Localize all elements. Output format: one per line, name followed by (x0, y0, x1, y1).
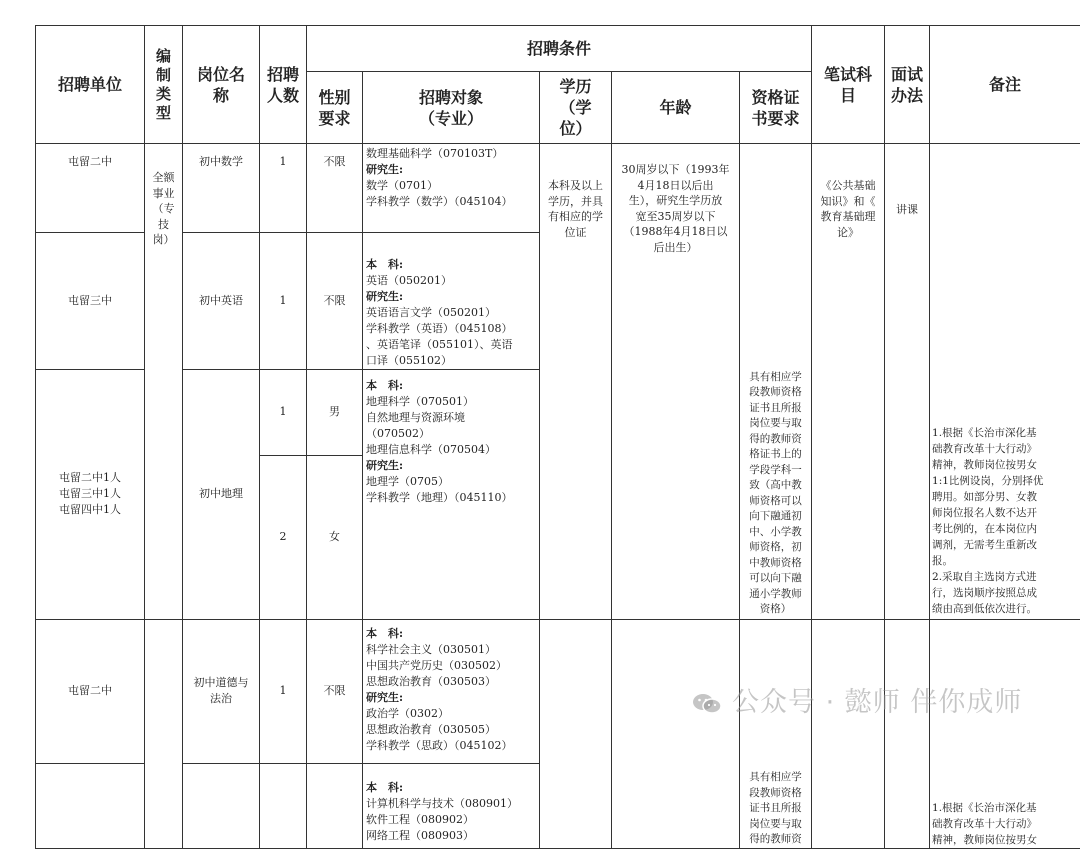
major-line: 自然地理与资源环境 (366, 411, 465, 424)
wechat-icon (692, 693, 722, 715)
unit-cell: 屯留二中1人 屯留三中1人 屯留四中1人 (36, 370, 145, 620)
header-exam: 笔试科 目 (812, 26, 885, 144)
age-cell: 30周岁以下（1993年 4月18日以后出 生），研究生学历放 宽至35周岁以下 （1988年4月18日以 后出生） (612, 144, 740, 620)
cert-cell: 具有相应学 段教师资格 证书且所报 岗位要与取 得的教师资 格证书上的 学段学科一 致（高中教 师资格可以 向下融通初 中、小学教 师资格，初 中教师资格 可以向下融 通小学教师 资格） (740, 370, 812, 620)
edu-cell: 本科及以上 学历，并具 有相应的学 位证 (540, 144, 612, 620)
major-line: 思想政治教育（030503） (366, 674, 496, 688)
header-count: 招聘 人数 (260, 26, 307, 144)
gender-cell: 男 (307, 370, 363, 456)
edu-cell-empty (540, 619, 612, 848)
major-line: 政治学（0302） (366, 706, 449, 720)
major-line: 网络工程（080903） (366, 828, 474, 842)
exam-cell-empty (812, 619, 885, 848)
count-cell: 1 (260, 144, 307, 233)
count-cell: 1 (260, 370, 307, 456)
major-line: （070502） (366, 427, 430, 440)
header-edu: 学历 （学 位） (540, 72, 612, 144)
gender-cell: 不限 (307, 233, 363, 370)
header-interview: 面试 办法 (885, 26, 930, 144)
major-line: 学科教学（英语）（045108） (366, 322, 513, 335)
header-unit: 招聘单位 (36, 26, 145, 144)
unit-cell: 屯留二中 (36, 144, 145, 233)
count-cell-empty (260, 763, 307, 848)
gender-cell: 不限 (307, 619, 363, 763)
post-cell: 初中道德与 法治 (183, 619, 260, 763)
header-cert: 资格证 书要求 (740, 72, 812, 144)
header-notes: 备注 (930, 26, 1080, 144)
header-type: 编 制 类 型 (145, 26, 183, 144)
major-line: 英语语言文学（050201） (366, 306, 496, 319)
major-line: 地理学（0705） (366, 475, 449, 488)
major-line: 软件工程（080902） (366, 812, 474, 826)
major-cell (363, 763, 540, 848)
gender-cell: 不限 (307, 144, 363, 233)
cert-empty-cell (740, 144, 812, 370)
major-line: 英语（050201） (366, 274, 452, 287)
major-line: 数学（0701） (366, 179, 438, 192)
major-cell (363, 144, 540, 233)
major-line: 计算机科学与技术（080901） (366, 796, 518, 810)
type-cell: 全额 事业 （专 技 岗） (145, 144, 183, 620)
major-heading: 本 科: (366, 626, 404, 640)
major-line: 口译（055102） (366, 354, 452, 367)
unit-cell: 屯留三中 (36, 233, 145, 370)
major-line: 地理信息科学（070504） (366, 443, 496, 456)
gender-cell-empty (307, 763, 363, 848)
watermark-text: 公众号 · 懿师 伴你成师 (732, 687, 1023, 718)
major-heading: 研究生: (366, 459, 404, 472)
header-post: 岗位名 称 (183, 26, 260, 144)
unit-cell-empty (36, 763, 145, 848)
major-cell (363, 619, 540, 763)
major-heading: 本 科: (366, 379, 404, 392)
count-cell: 1 (260, 619, 307, 763)
major-line: 、英语笔译（055101）、英语 (366, 338, 513, 351)
interview-cell: 讲课 (885, 144, 930, 620)
header-conditions: 招聘条件 (307, 26, 812, 72)
major-line: 学科教学（地理）（045110） (366, 491, 513, 504)
major-heading: 研究生: (366, 163, 404, 176)
post-cell: 初中英语 (183, 233, 260, 370)
age-cell-empty (612, 619, 740, 848)
watermark (692, 680, 1022, 719)
major-heading: 研究生: (366, 290, 404, 303)
gender-cell: 女 (307, 455, 363, 619)
unit-cell: 屯留二中 (36, 619, 145, 763)
interview-cell-empty (885, 619, 930, 848)
major-heading: 本 科: (366, 780, 404, 794)
type-cell-empty (145, 619, 183, 848)
major-line: 科学社会主义（030501） (366, 642, 496, 656)
header-major: 招聘对象 （专业） (363, 72, 540, 144)
notes-cell: 1.根据《长治市深化基 础教育改革十大行动》 精神，教师岗位按男女 1:1比例设岗，分别择优 聘用。如部分男、女教 师岗位报名人数不达开 考比例的，在本岗位内 调剂，无需考生重新改 报。 2.采取自主选岗方式进 行，选岗顺序按照总成 绩由高到低依次进行。 (930, 370, 1080, 620)
major-line: 数理基础科学（070103T） (366, 147, 504, 160)
exam-cell: 《公共基础 知识》和《 教育基础理 论》 (812, 144, 885, 620)
recruitment-table (35, 25, 1080, 849)
major-line: 思想政治教育（030505） (366, 722, 496, 736)
major-heading: 本 科: (366, 258, 404, 271)
post-cell: 初中地理 (183, 370, 260, 620)
notes-empty-cell (930, 144, 1080, 370)
header-gender: 性别 要求 (307, 72, 363, 144)
major-line: 中国共产党历史（030502） (366, 658, 507, 672)
major-heading: 研究生: (366, 690, 404, 704)
count-cell: 2 (260, 455, 307, 619)
count-cell: 1 (260, 233, 307, 370)
major-line: 地理科学（070501） (366, 395, 474, 408)
major-line: 学科教学（数学）（045104） (366, 195, 513, 208)
major-line: 学科教学（思政）（045102） (366, 738, 513, 752)
post-cell: 初中数学 (183, 144, 260, 233)
header-age: 年龄 (612, 72, 740, 144)
cert-cell: 具有相应学 段教师资格 证书且所报 岗位要与取 得的教师资 (740, 619, 812, 848)
post-cell-empty (183, 763, 260, 848)
notes-cell: 1.根据《长治市深化基 础教育改革十大行动》 精神，教师岗位按男女 (930, 619, 1080, 848)
major-cell (363, 370, 540, 620)
major-cell (363, 233, 540, 370)
